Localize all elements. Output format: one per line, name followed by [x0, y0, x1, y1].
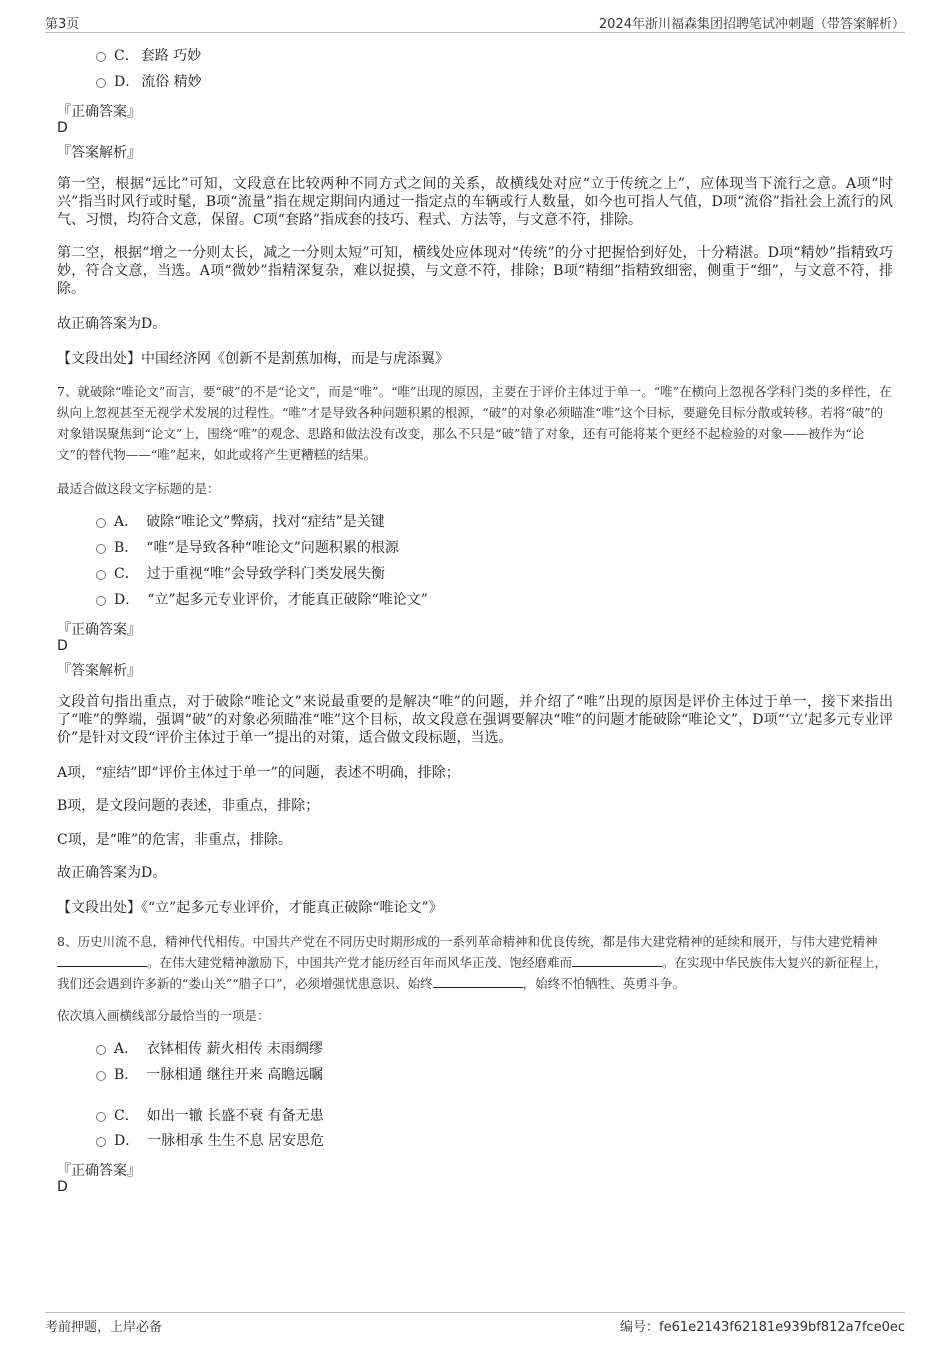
q6-answer-label: 『正确答案』 [57, 104, 141, 120]
q6-analysis-label: 『答案解析』 [57, 145, 141, 161]
q7-source: 【文段出处】《“立”起多元专业评价，才能真正破除“唯论文”》 [57, 900, 443, 916]
q7-answer-label: 『正确答案』 [57, 622, 141, 638]
document-id: 编号：fe61e2143f62181e939bf812a7fce0ec [620, 1320, 905, 1335]
q8-answer-label: 『正确答案』 [57, 1163, 141, 1179]
q8-option-c[interactable]: C． 如出一辙 长盛不衰 有备无患 [96, 1106, 324, 1126]
q7-option-b[interactable]: B． “唯”是导致各种“唯论文”问题积累的根源 [96, 538, 399, 558]
q8-option-a[interactable]: A． 衣钵相传 薪火相传 未雨绸缪 [96, 1039, 323, 1059]
radio-icon[interactable] [96, 1045, 106, 1055]
blank-3[interactable] [433, 975, 523, 988]
q8-option-b[interactable]: B． 一脉相通 继往开来 高瞻远瞩 [96, 1065, 323, 1085]
radio-icon[interactable] [96, 1137, 106, 1147]
radio-icon[interactable] [96, 544, 106, 554]
q7-conclusion: 故正确答案为D。 [57, 865, 167, 881]
q7-question-text: 7、就破除“唯论文”而言，要“破”的不是“论文”，而是“唯”。“唯”出现的原因，主要在于评价主体过于单一。“唯”在横向上忽视各学科门类的多样性，在纵向上忽视甚至无视学术发展的过程性。“唯”才是导致各种问题积累的根源，“破”的对象必须瞄准“唯”这个目标，要避免目标分散或转移。若将“破”的对象错误聚焦到“论文”上，围绕“唯”的观念、思路和做法没有改变，那么不只是“破”错了对象，还有可能将某个更经不起检验的对象——被作为“论文”的替代物——“唯”起来，如此或将产生更糟糕的结果。 [57, 384, 892, 462]
q8-stem: 依次填入画横线部分最恰当的一项是： [57, 1008, 270, 1023]
q7-option-d[interactable]: D． “立”起多元专业评价，才能真正破除“唯论文” [96, 590, 428, 610]
q7-analysis-1: 文段首句指出重点，对于破除“唯论文”来说最重要的是解决“唯”的问题，并介绍了“唯”出现的原因是评价主体过于单一，接下来指出了“唯”的弊端，强调“破”的对象必须瞄准“唯”这个目标，故文段意在强调要解决“唯”的问题才能破除“唯论文”，D项“‘立’起多元专业评价”是针对文段“评价主体过于单一”提出的对策，适合做文段标题，当选。 [57, 694, 893, 746]
q7-option-c[interactable]: C． 过于重视“唯”会导致学科门类发展失衡 [96, 564, 385, 584]
q6-source: 【文段出处】中国经济网《创新不是割蕉加梅，而是与虎添翼》 [57, 351, 449, 367]
q7-analysis-label: 『答案解析』 [57, 663, 141, 679]
blank-2[interactable] [572, 954, 662, 967]
radio-icon[interactable] [96, 570, 106, 580]
q7-stem: 最适合做这段文字标题的是： [57, 481, 220, 496]
page-header [45, 12, 905, 33]
radio-icon[interactable] [96, 52, 106, 62]
q6-option-c[interactable]: C． 套路 巧妙 [96, 46, 201, 66]
q8-answer: D [57, 1179, 68, 1195]
radio-icon[interactable] [96, 596, 106, 606]
q6-conclusion: 故正确答案为D。 [57, 316, 167, 332]
q7-analysis-b: B项，是文段问题的表述，非重点，排除； [57, 798, 320, 814]
q7-option-a[interactable]: A． 破除“唯论文”弊病，找对“症结”是关键 [96, 512, 385, 532]
page-number: 第3页 [45, 17, 80, 32]
document-title: 2024年浙川福森集团招聘笔试冲刺题（带答案解析） [598, 17, 905, 32]
blank-1[interactable] [57, 954, 147, 967]
q7-answer: D [57, 638, 68, 654]
q6-option-d[interactable]: D． 流俗 精妙 [96, 72, 202, 92]
radio-icon[interactable] [96, 1071, 106, 1081]
q8-question-text: 8、历史川流不息，精神代代相传。中国共产党在不同历史时期形成的一系列革命精神和优良传统，都是伟大建党精神的延续和展开，与伟大建党精神。在伟大建党精神激励下，中国共产党才能历经百年而风华正茂、饱经磨难而 。在实现中华民族伟大复兴的新征程上，我们还会遇到许多新的“娄山关”“腊子口”，必须增强忧患意识、始终 ，始终不怕牺牲、英勇斗争。 [57, 934, 888, 991]
radio-icon[interactable] [96, 1112, 106, 1122]
footer-slogan: 考前押题，上岸必备 [45, 1320, 163, 1335]
q6-answer: D [57, 120, 68, 136]
q7-analysis-a: A项，“症结”即“评价主体过于单一”的问题，表述不明确，排除； [57, 765, 460, 781]
q6-analysis-2: 第二空，根据“增之一分则太长，减之一分则太短”可知，横线处应体现对“传统”的分寸把握恰到好处，十分精湛。D项“精妙”指精致巧妙，符合文意，当选。A项“微妙”指精深复杂，难以捉摸，与文意不符，排除；B项“精细”指精致细密，侧重于“细”，与文意不符，排除。 [57, 245, 893, 297]
q6-analysis-1: 第一空，根据“远比”可知，文段意在比较两种不同方式之间的关系，故横线处对应“立于传统之上”，应体现当下流行之意。A项“时兴”指当时风行或时髦，B项“流量”指在规定期间内通过一指定点的车辆或行人数量，如今也可指人气值，D项“流俗”指社会上流行的风气、习惯，均符合文意，保留。C项“套路”指成套的技巧、程式、方法等，与文意不符，排除。 [57, 176, 893, 228]
radio-icon[interactable] [96, 518, 106, 528]
page-footer [45, 1312, 905, 1337]
q8-option-d[interactable]: D． 一脉相承 生生不息 居安思危 [96, 1131, 324, 1151]
radio-icon[interactable] [96, 78, 106, 88]
q7-analysis-c: C项，是“唯”的危害，非重点，排除。 [57, 832, 293, 848]
